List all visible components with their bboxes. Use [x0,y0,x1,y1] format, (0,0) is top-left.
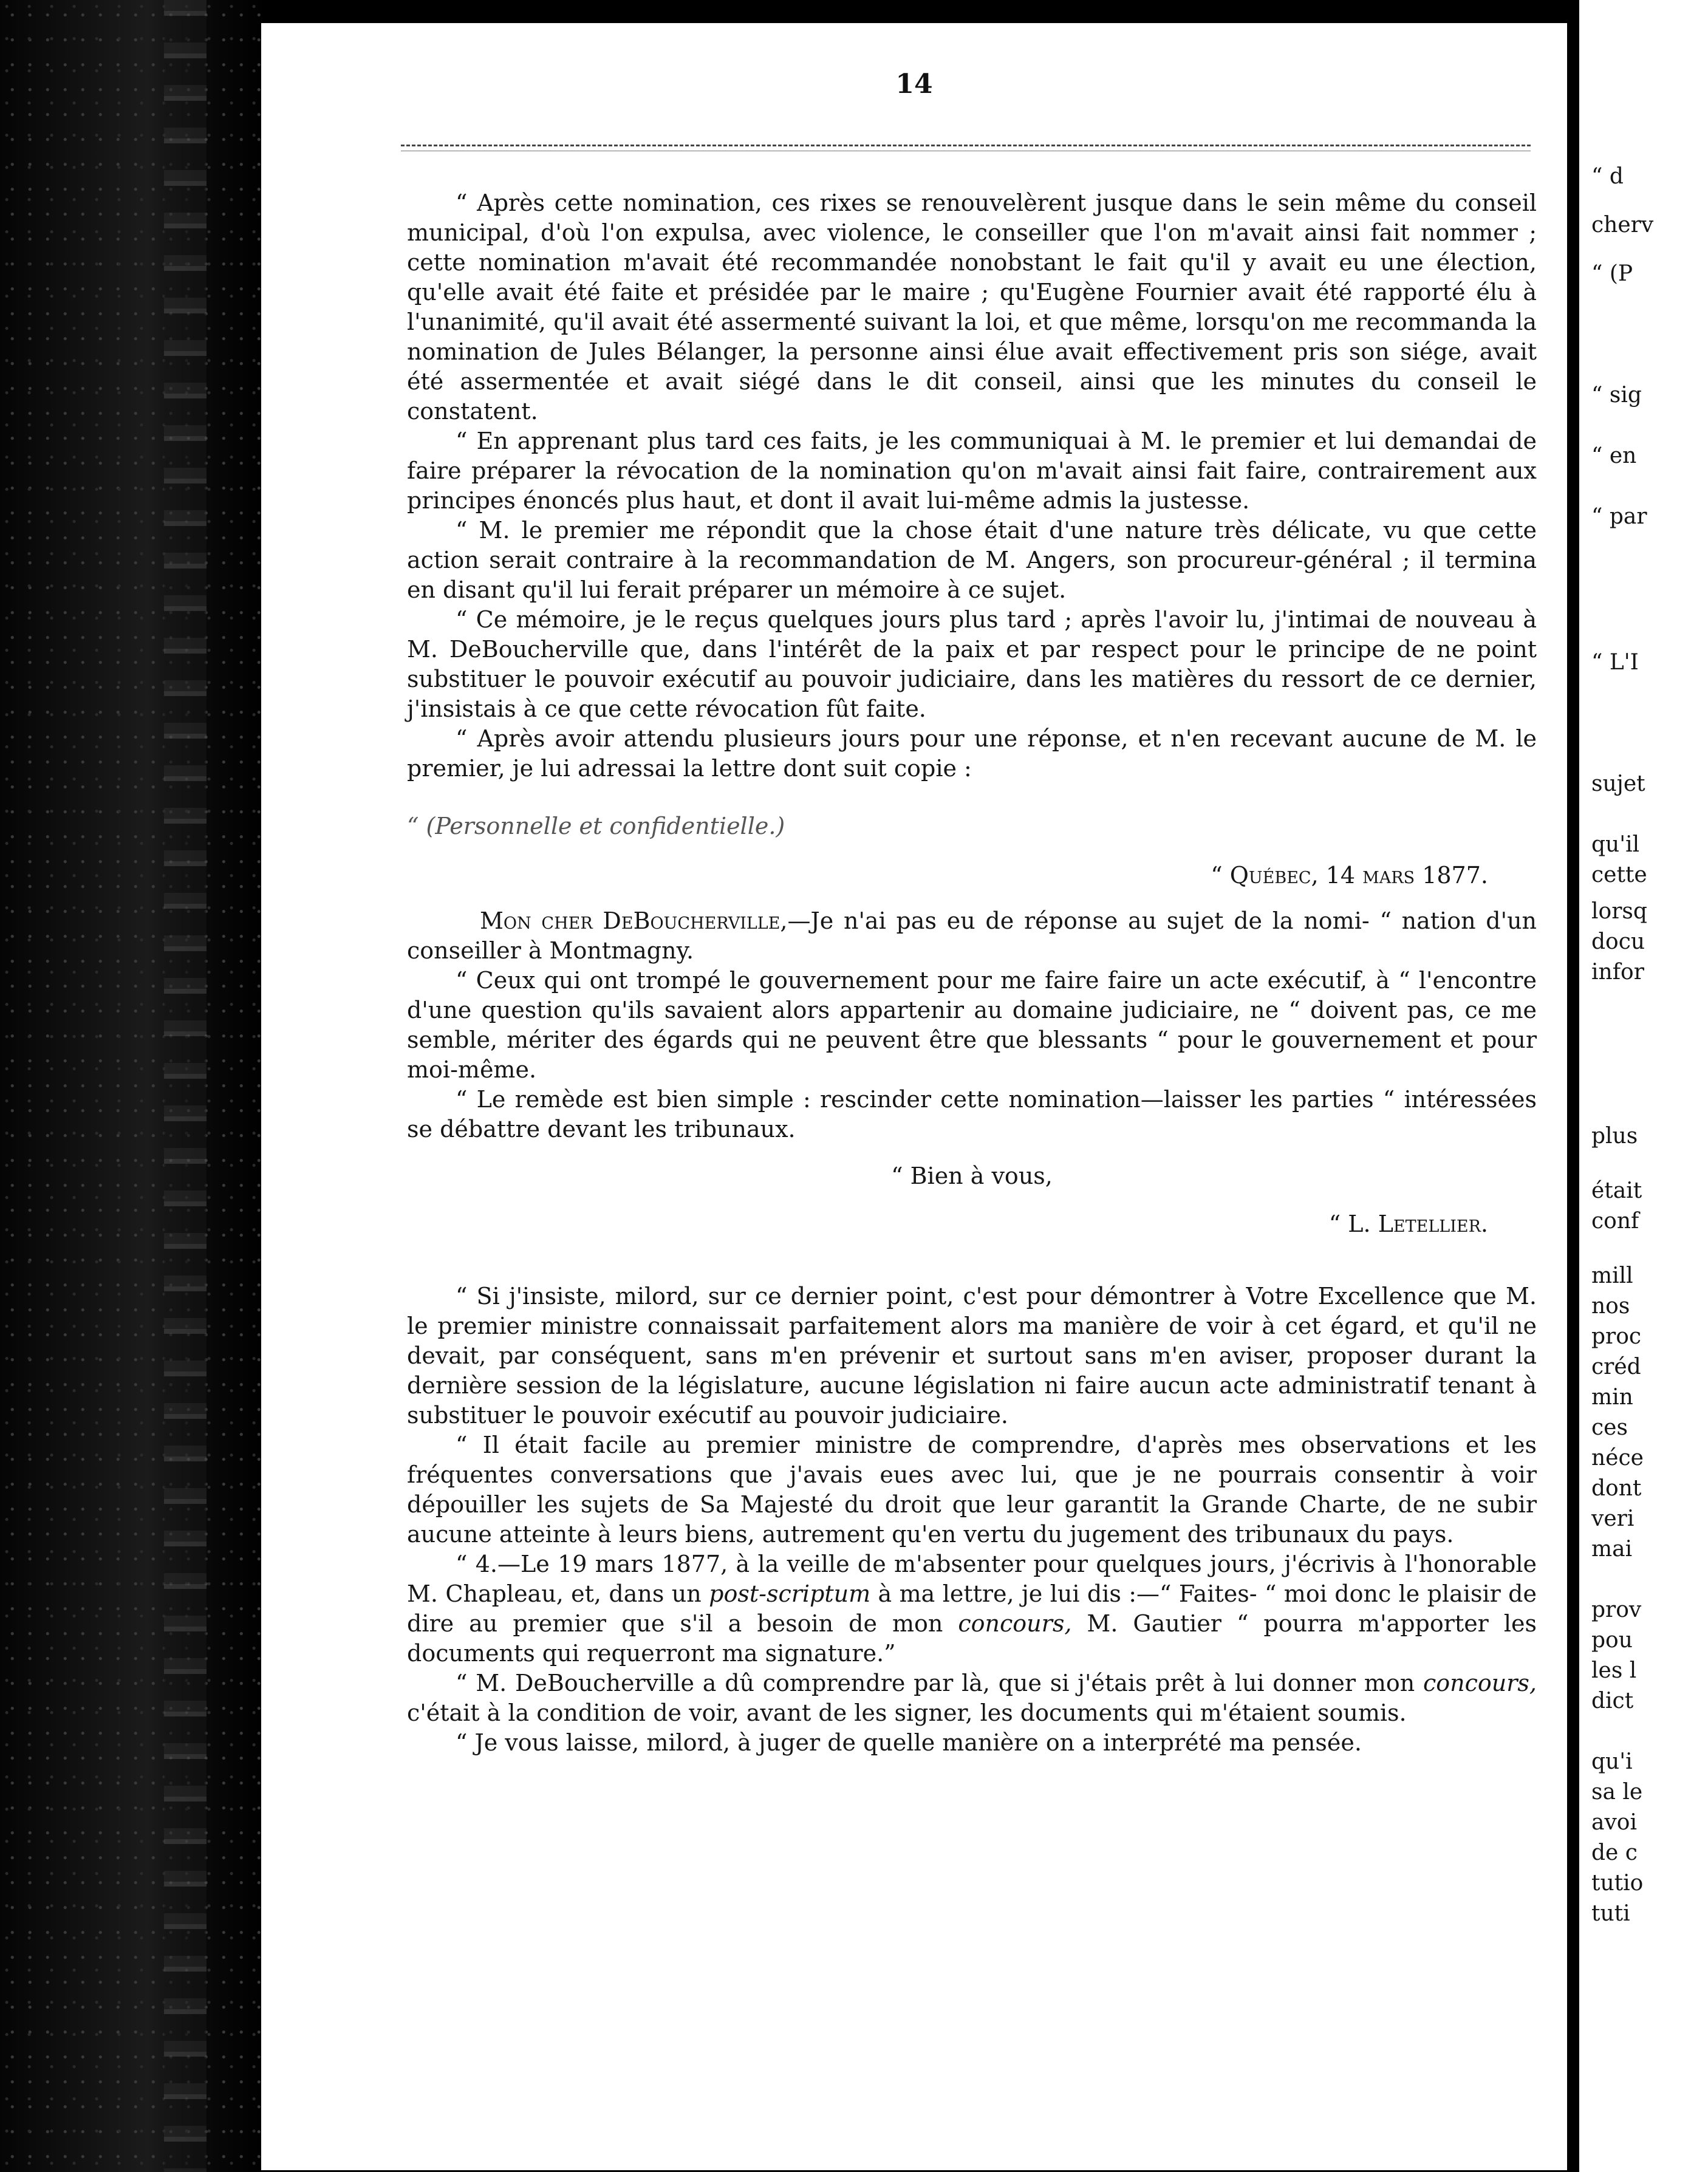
paragraph-10: “ Je vous laisse, milord, à juger de quelle manière on a interprété ma pensée. [456,1729,1362,1756]
facing-page-line: de c [1591,1840,1638,1865]
facing-page-line: qu'i [1591,1749,1633,1774]
facing-page-line: créd [1591,1354,1641,1379]
paragraph-2: “ En apprenant plus tard ces faits, je les communiquai à M. le premier et lui demandai de faire préparer la révocation de la nomination qu'on m'avait ainsi fait faire, contrairement aux principes énoncés plus haut, et dont il avait lui-même admis la justesse. [407,428,1537,514]
facing-page-line: conf [1591,1209,1639,1234]
document-page [261,23,1567,2170]
facing-page-line: mai [1591,1537,1633,1562]
letter-paragraph-2: “ Le remède est bien simple : rescinder cette nomination—laisser les parties “ intéressées se débattre devant les tribunaux. [407,1086,1537,1142]
facing-page-line: “ L'I [1591,650,1639,675]
binding-edge [164,0,207,2172]
facing-page-line: cherv [1591,213,1654,237]
paragraph-7: “ Il était facile au premier ministre de comprendre, d'après mes observations et les fréquentes conversations que j'avais eues avec lui, que je ne pourrais consentir à voir dépouiller les sujets de Sa Majesté du droit que leur garantit la Grande Charte, de ne subir aucune atteinte à leurs biens, autrement qu'en vertu du jugement des tribunaux du pays. [407,1432,1537,1548]
page-body [407,188,1537,1758]
facing-page [1579,0,1708,2172]
paragraph-9-concours: concours, [1423,1670,1537,1696]
facing-page-line: min [1591,1385,1633,1410]
paragraph-8-part-c: M. Gautier “ pourra m'apporter les documents qui requerront ma signature.” [407,1610,1537,1667]
facing-page-line: tuti [1591,1901,1630,1926]
header-rule [401,145,1531,146]
facing-page-line: proc [1591,1324,1642,1349]
facing-page-line: les l [1591,1658,1637,1683]
paragraph-8-postscriptum: post-scriptum [709,1580,871,1607]
facing-page-line: tutio [1591,1871,1644,1896]
facing-page-line: “ sig [1591,383,1642,408]
paragraph-9 [407,1668,1537,1728]
book-binding [0,0,267,2172]
facing-page-line: cette [1591,862,1647,887]
facing-page-line: prov [1591,1597,1642,1622]
facing-page-line: sa le [1591,1780,1643,1805]
facing-page-line: pou [1591,1628,1633,1653]
facing-page-line: sujet [1591,771,1645,796]
letter-signoff: “ Bien à vous, [891,1163,1053,1189]
facing-page-line: dont [1591,1476,1642,1501]
letter-paragraph-1: “ Ceux qui ont trompé le gouvernement pour me faire faire un acte exécutif, à “ l'encontre d'une question qu'ils savaient alors appartenir au domaine judiciaire, ne “ doivent pas, ce me semble, mériter des égards qui ne peuvent être que blessants “ pour le gouvernement et pour moi-même. [407,967,1537,1083]
paragraph-8-part-b: à ma lettre, je lui dis :—“ Faites- “ moi donc le plaisir de dire au premier que s'il a besoin de mon [407,1580,1537,1637]
facing-page-line: ces [1591,1415,1628,1440]
facing-page-line: plus [1591,1124,1638,1149]
paragraph-8-concours: concours, [958,1610,1072,1637]
letter-signature: “ L. Letellier. [1328,1211,1488,1237]
paragraph-8 [407,1549,1537,1668]
facing-page-line: qu'il [1591,832,1640,857]
page-number: 14 [895,69,933,100]
paragraph-1: “ Après cette nomination, ces rixes se renouvelèrent jusque dans le sein même du conseil municipal, d'où l'on expulsa, avec violence, le conseiller que l'on m'avait ainsi fait nommer ; cette nomination m'avait été recommandée nonobstant le fait qu'il y avait eu une élection, qu'elle avait été faite et présidée par le maire ; qu'Eugène Fournier avait été rapporté élu à l'unanimité, qu'il avait été assermenté suivant la loi, et que même, lorsqu'on me recommanda la nomination de Jules Bélanger, la personne ainsi élue avait effectivement pris son siége, avait été assermentée et avait siégé dans le dit conseil, ainsi que les minutes du conseil le constatent. [407,190,1537,425]
letter-dateline: “ Québec, 14 mars 1877. [1211,862,1488,889]
paragraph-6: “ Si j'insiste, milord, sur ce dernier point, c'est pour démontrer à Votre Excellence que M. le premier ministre connaissait parfaitement alors ma manière de voir à cet égard, et qu'il ne devait, par conséquent, sans m'en prévenir et surtout sans m'en aviser, proposer durant la dernière session de la législature, aucune législation ni faire aucun acte administratif tenant à substituer le pouvoir exécutif au pouvoir judiciaire. [407,1283,1537,1429]
facing-page-line: infor [1591,960,1644,985]
facing-page-line: “ en [1591,443,1637,468]
paragraph-9-part-a: “ M. DeBoucherville a dû comprendre par là, que si j'étais prêt à lui donner mon [456,1670,1423,1696]
paragraph-3: “ M. le premier me répondit que la chose était d'une nature très délicate, vu que cette action serait contraire à la recommandation de M. Angers, son procureur-général ; il termina en disant qu'il lui ferait préparer un mémoire à ce sujet. [407,517,1537,603]
paragraph-4: “ Ce mémoire, je le reçus quelques jours plus tard ; après l'avoir lu, j'intimai de nouveau à M. DeBoucherville que, dans l'intérêt de la paix et par respect pour le principe de ne point substituer le pouvoir exécutif au pouvoir judiciaire, dans les matières du ressort de ce dernier, j'insistais à ce que cette révocation fût faite. [407,606,1537,722]
letter-heading: “ (Personnelle et confidentielle.) [407,813,785,839]
paragraph-5: “ Après avoir attendu plusieurs jours pour une réponse, et n'en recevant aucune de M. le premier, je lui adressai la lettre dont suit copie : [407,725,1537,782]
facing-page-line: lorsq [1591,899,1647,924]
facing-page-line: “ d [1591,164,1624,189]
facing-page-line: était [1591,1178,1642,1203]
facing-page-line: nos [1591,1294,1630,1319]
facing-page-line: docu [1591,929,1645,954]
facing-page-line: néce [1591,1446,1644,1470]
paragraph-9-part-b: c'était à la condition de voir, avant de les signer, les documents qui m'étaient soumis. [407,1699,1407,1726]
paragraph-8-part-a: “ 4.—Le 19 mars 1877, à la veille de m'absenter pour quelques jours, j'écrivis à l'honorable M. Chapleau, et, dans un [407,1551,1537,1607]
salutation-name: Mon cher DeBoucherville, [480,907,788,934]
facing-page-line: veri [1591,1506,1635,1531]
letter-salutation [407,906,1537,966]
facing-page-line: “ (P [1591,261,1633,286]
facing-page-line: “ par [1591,504,1647,529]
facing-page-line: avoi [1591,1810,1637,1835]
salutation-rest: —Je n'ai pas eu de réponse au sujet de la nomi- “ nation d'un conseiller à Montmagny. [407,907,1537,964]
facing-page-line: dict [1591,1689,1634,1713]
facing-page-line: mill [1591,1263,1633,1288]
